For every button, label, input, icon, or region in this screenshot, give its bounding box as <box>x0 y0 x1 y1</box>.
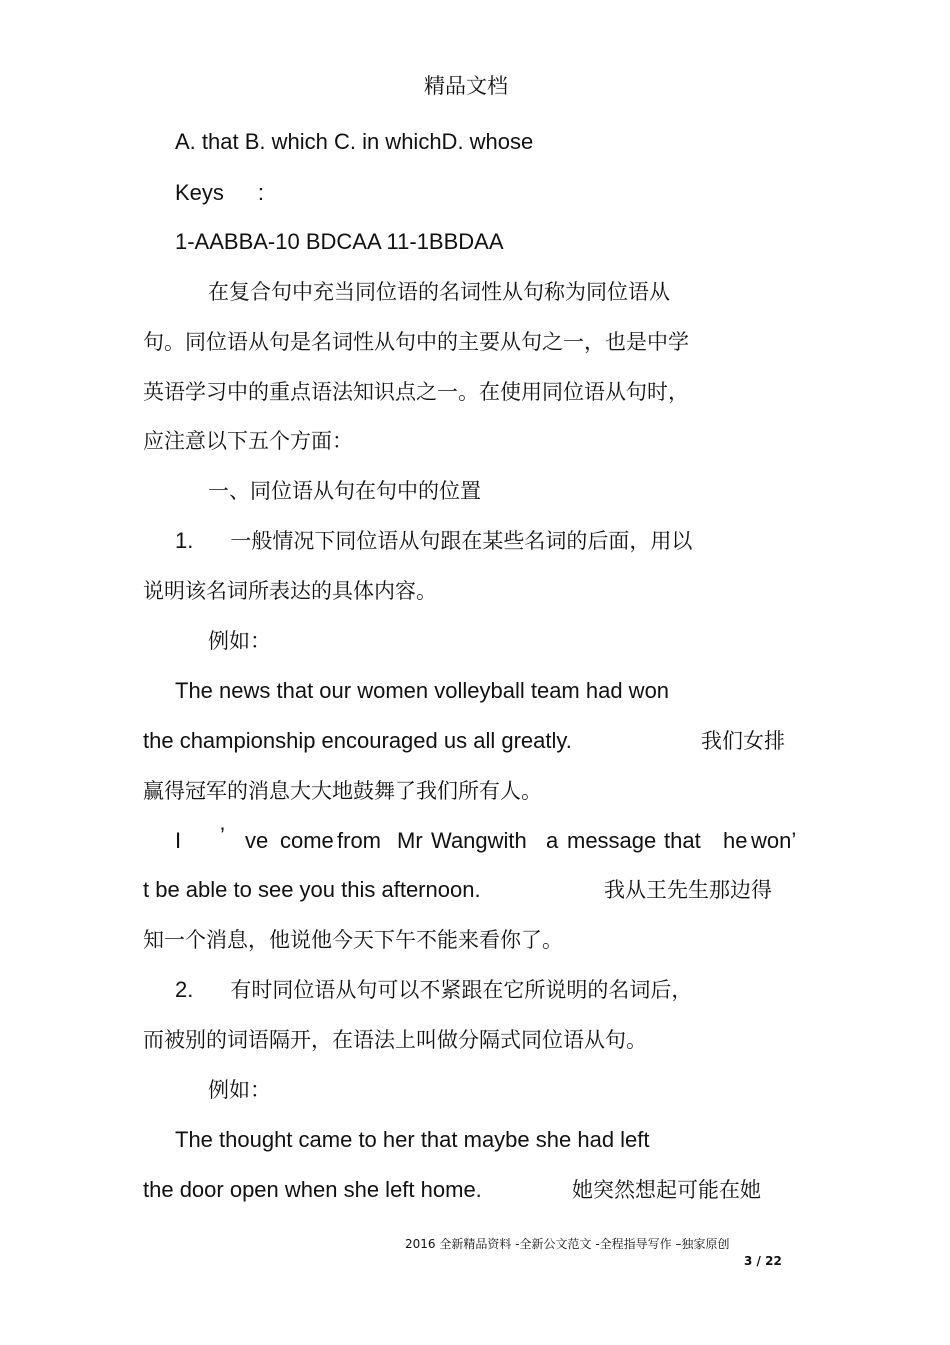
answer-options-line: A. that B. which C. in whichD. whose <box>175 129 534 154</box>
point-1-continuation: 说明该名词所表达的具体内容。 <box>143 579 437 603</box>
section-heading: 一、同位语从句在句中的位置 <box>208 479 481 503</box>
intro-paragraph-line: 句。同位语从句是名词性从句中的主要从句之一，也是中学 <box>143 330 689 354</box>
example-1-english: The news that our women volleyball team had won <box>175 678 670 703</box>
example-3-chinese: 她突然想起可能在她 <box>572 1178 761 1202</box>
intro-paragraph-line: 在复合句中充当同位语的名词性从句称为同位语从 <box>208 280 670 304</box>
point-1-number: 1. <box>175 528 194 553</box>
example-1-chinese-cont: 赢得冠军的消息大大地鼓舞了我们所有人。 <box>143 779 542 803</box>
page-number <box>744 1253 782 1269</box>
example-label: 例如： <box>208 1078 271 1102</box>
example-label: 例如： <box>208 629 271 653</box>
ex2-word: a <box>546 828 559 853</box>
example-2-chinese-cont: 知一个消息，他说他今天下午不能来看你了。 <box>143 928 563 952</box>
point-2-continuation: 而被别的词语隔开，在语法上叫做分隔式同位语从句。 <box>143 1028 647 1052</box>
page-separator: / <box>756 1254 761 1268</box>
intro-paragraph-line: 应注意以下五个方面： <box>143 429 353 453</box>
ex2-word: that <box>664 828 701 853</box>
example-3-english: The thought came to her that maybe she had left <box>175 1127 650 1152</box>
page-total: 22 <box>765 1254 782 1268</box>
point-2-text: 有时同位语从句可以不紧跟在它所说明的名词后， <box>230 978 693 1002</box>
point-1-text: 一般情况下同位语从句跟在某些名词的后面，用以 <box>230 529 693 553</box>
ex2-word: won’ <box>751 828 797 853</box>
intro-paragraph-line: 英语学习中的重点语法知识点之一。在使用同位语从句时， <box>143 380 689 404</box>
ex2-word: Wangwith <box>431 828 527 853</box>
example-2-chinese: 我从王先生那边得 <box>604 878 772 902</box>
ex2-word: ve <box>245 828 269 853</box>
point-2-line <box>175 976 692 1004</box>
ex2-word: from <box>337 828 381 853</box>
page-current: 3 <box>744 1254 753 1268</box>
example-3-english-cont: the door open when she left home. <box>143 1177 482 1202</box>
footer-tagline: 2016 全新精品资料 -全新公文范文 -全程指导写作 –独家原创 <box>405 1237 730 1251</box>
example-1-chinese: 我们女排 <box>701 729 785 753</box>
ex2-word: message <box>567 828 657 853</box>
example-1-english-cont: the championship encouraged us all greatly. <box>143 728 572 753</box>
ex2-word: Mr <box>397 828 423 853</box>
keys-label: Keys <box>175 180 224 205</box>
ex2-word: come <box>280 828 334 853</box>
point-2-number: 2. <box>175 977 194 1002</box>
keys-colon: : <box>257 180 265 205</box>
answer-keys: 1-AABBA-10 BDCAA 11-1BBDAA <box>175 229 504 254</box>
ex2-word: ’ <box>220 823 225 848</box>
ex2-word: he <box>723 828 748 853</box>
ex2-word: I <box>175 828 182 853</box>
keys-label-line <box>175 179 264 207</box>
point-1-line <box>175 527 692 555</box>
example-2-english-cont: t be able to see you this afternoon. <box>143 877 481 902</box>
page-header-title: 精品文档 <box>424 74 508 98</box>
